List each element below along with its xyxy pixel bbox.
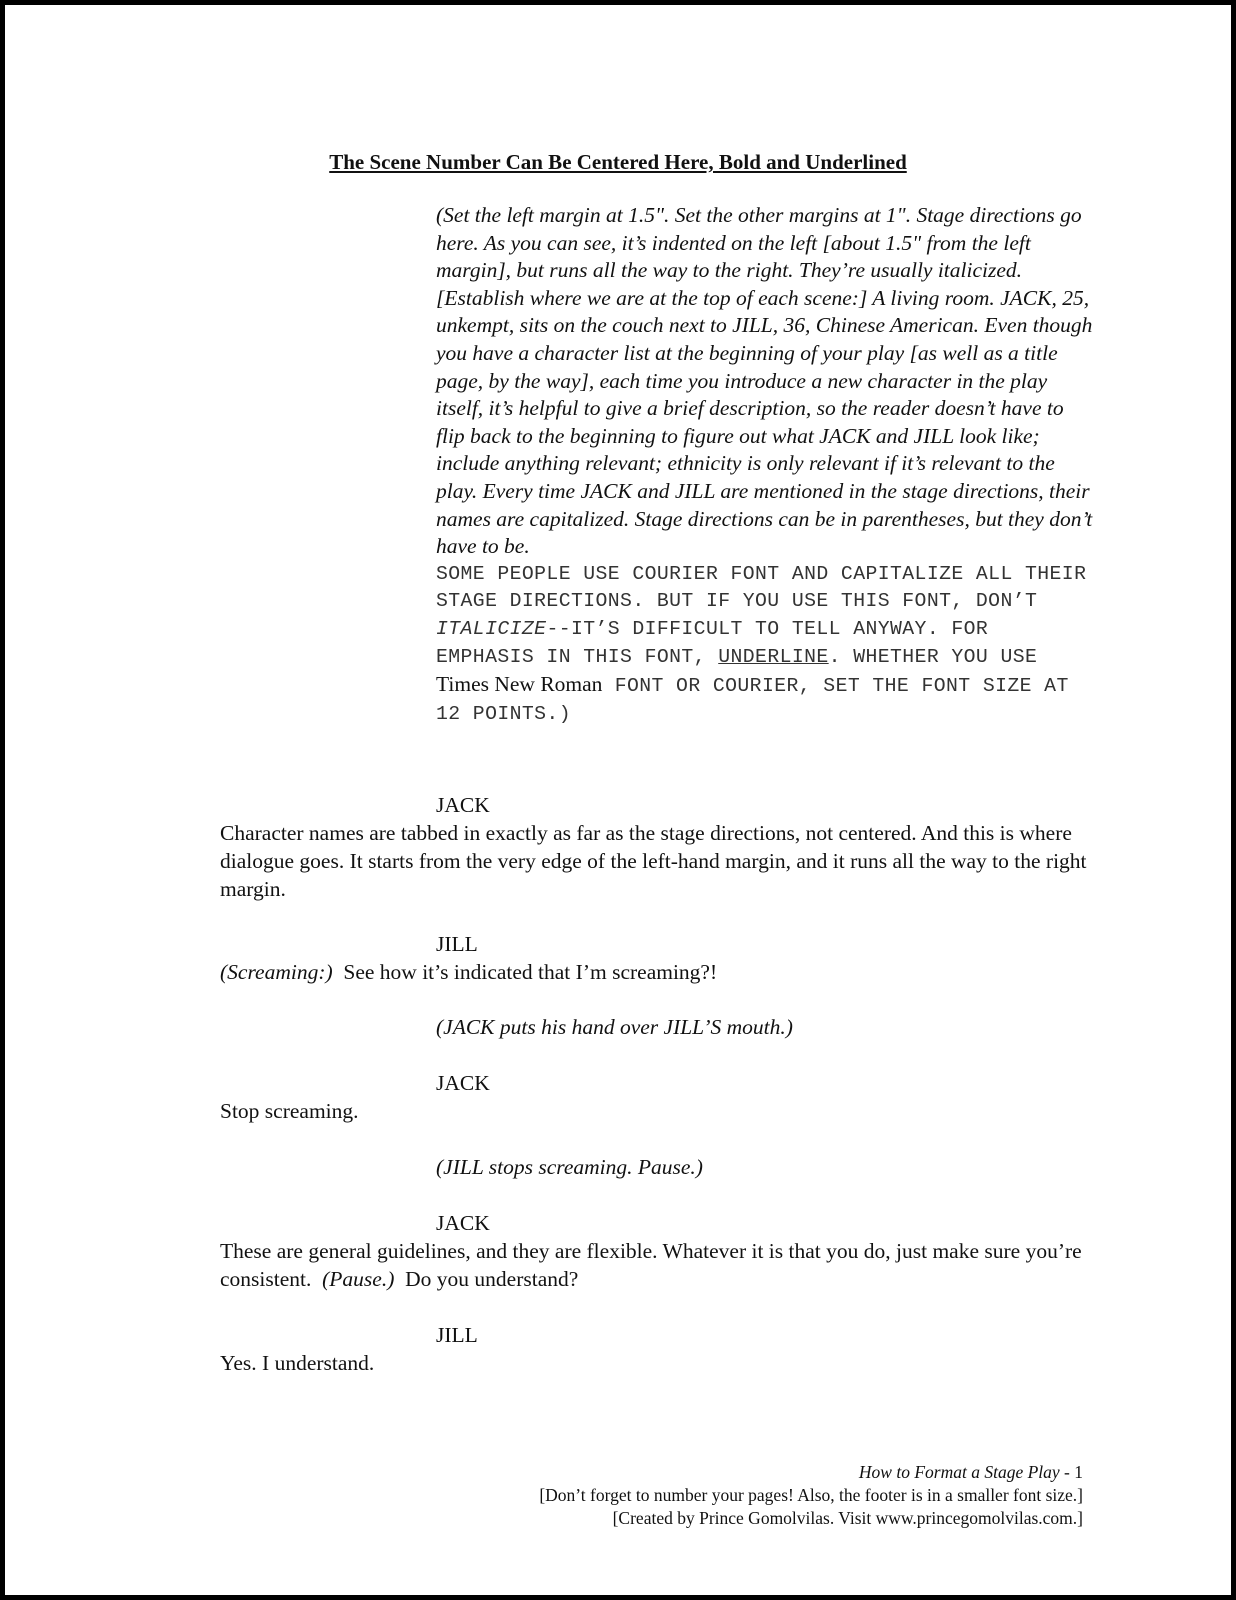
stage-direction-stops-screaming: (JILL stops screaming. Pause.) [436,1155,703,1179]
footer-title: How to Format a Stage Play [858,1462,1060,1482]
footer-title-line [539,1461,1083,1484]
parenthetical-pause: (Pause.) [322,1267,395,1291]
character-name-jack: JACK [436,1211,490,1235]
scene-title: The Scene Number Can Be Centered Here, Bold and Underlined [329,150,907,174]
courier-italic-word: ITALICIZE [436,617,547,640]
character-name-jill: JILL [436,1323,478,1347]
dialogue-jack-3-b: Do you understand? [405,1267,579,1291]
stage-directions-courier [436,561,1096,729]
parenthetical-screaming: (Screaming:) [220,960,333,984]
character-name-jack: JACK [436,793,490,817]
courier-text-1: SOME PEOPLE USE COURIER FONT AND CAPITALIZE ALL THEIR STAGE DIRECTIONS. BUT IF YOU USE THIS FONT, DON’T [436,562,1087,613]
courier-text-2: --IT’S DIFFICULT TO TELL ANYWAY. FOR EMPHASIS IN THIS FONT, [436,617,989,668]
stage-direction-hand-over-mouth: (JACK puts his hand over JILL’S mouth.) [436,1015,793,1039]
dialogue-jack-1: Character names are tabbed in exactly as far as the stage directions, not centered. And this is where dialogue goes. It starts from the very edge of the left-hand margin, and it runs all the way to the right margin. [220,821,1087,901]
character-name-jill: JILL [436,932,478,956]
page-footer [539,1461,1083,1530]
courier-text-3: . WHETHER YOU USE [828,645,1038,668]
footer-note-2: [Created by Prince Gomolvilas. Visit www.princegomolvilas.com.] [612,1508,1083,1528]
stage-directions-italic: (Set the left margin at 1.5". Set the other margins at 1". Stage directions go here. As you can see, it’s indented on the left [about 1.5" from the left margin], but runs all the way to the right. They’re usually italicized. [Establish where we are at the top of each scene:] A living room. JACK, 25, unkempt, sits on the couch next to JILL, 36, Chinese American. Even though you have a character list at the beginning of your play [as well as a title page, by the way], each time you introduce a new character in the play itself, it’s helpful to give a brief description, so the reader doesn’t have to flip back to the beginning to figure out what JACK and JILL look like; include anything relevant; ethnicity is only relevant if it’s relevant to the play. Every time JACK and JILL are mentioned in the stage directions, their names are capitalized. Stage directions can be in parentheses, but they don’t have to be. [436,203,1093,559]
footer-separator: - [1059,1462,1075,1482]
courier-times-new-roman: Times New Roman [436,672,603,697]
dialogue-jill-1-text: See how it’s indicated that I’m screaming?! [343,960,718,984]
dialogue-jill-2: Yes. I understand. [220,1351,375,1375]
page-number: 1 [1074,1462,1083,1482]
dialogue-jack-3-a: These are general guidelines, and they are flexible. Whatever it is that you do, just make sure you’re consistent. [220,1239,1082,1291]
courier-underline-word: UNDERLINE [718,645,829,668]
dialogue-jack-3 [220,1237,1100,1293]
footer-note-1: [Don’t forget to number your pages! Also, the footer is in a smaller font size.] [539,1485,1083,1505]
character-name-jack: JACK [436,1071,490,1095]
dialogue-jack-2: Stop screaming. [220,1099,359,1123]
opening-stage-directions [436,202,1096,728]
courier-text-4: FONT OR COURIER, SET THE FONT SIZE AT 12 POINTS.) [436,675,1069,725]
dialogue-jill-1 [220,958,1100,986]
